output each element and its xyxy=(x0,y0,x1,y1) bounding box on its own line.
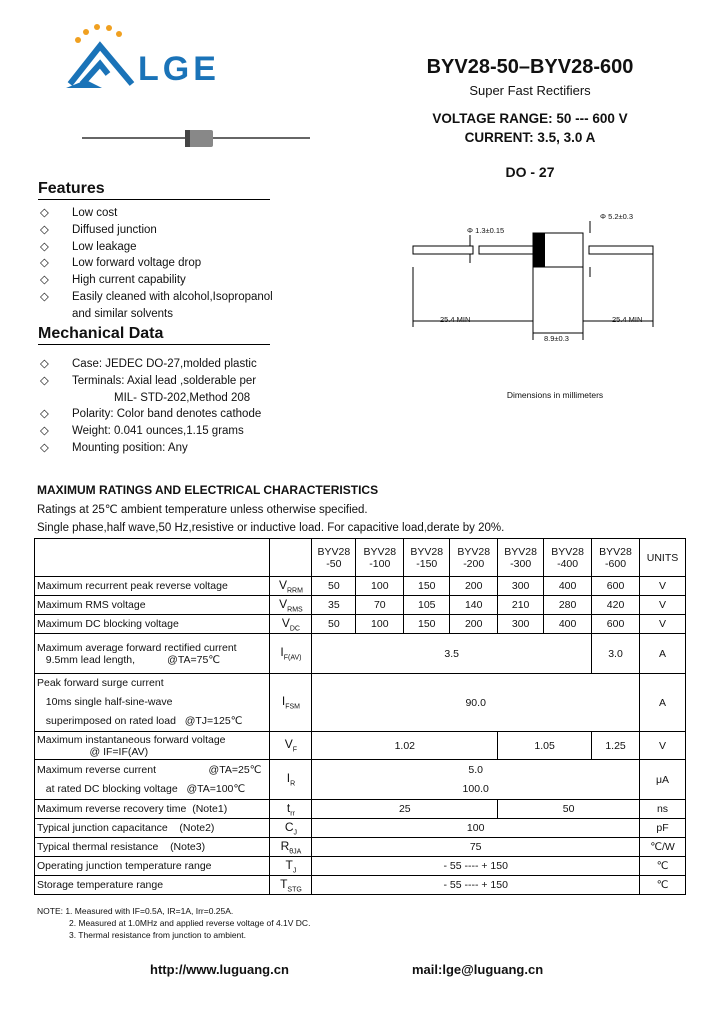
lge-logo xyxy=(62,22,142,94)
dimension-drawing xyxy=(405,205,665,345)
features-list xyxy=(38,205,273,323)
diode-image xyxy=(82,126,312,156)
footer-url[interactable]: http://www.luguang.cn xyxy=(150,962,289,977)
page-subtitle: Super Fast Rectifiers xyxy=(469,83,591,98)
table-row: Maximum recurrent peak reverse voltage $V_{RRM}$ 50 100 150 200 300 400 600 V xyxy=(35,577,686,596)
list-item: ◇ Weight: 0.041 ounces,1.15 grams xyxy=(40,425,244,438)
table-row: Maximum instantaneous forward voltage @ IF=IF(AV) $V_F$ 1.02 1.05 1.25 V xyxy=(35,732,686,760)
note-2: 2. Measured at 1.0MHz and applied reverse voltage of 4.1V DC. xyxy=(69,918,311,928)
note-1: NOTE: 1. Measured with IF=0.5A, IR=1A, Irr=0.25A. xyxy=(37,906,234,916)
table-row: Maximum average forward rectified current 9.5mm lead length, @TA=75℃ $I_{F(AV)}$ 3.5 3.0 A xyxy=(35,634,686,674)
mechanical-list xyxy=(38,356,261,457)
body-diameter-label: Φ 5.2±0.3 xyxy=(600,212,634,221)
list-item: ◇ Easily cleaned with alcohol,Isopropanol xyxy=(40,290,273,303)
ratings-table xyxy=(34,538,686,895)
table-header-row: BYV28 -50 BYV28 -100 BYV28 -150 BYV28 -200 BYV28 -300 BYV28 -400 BYV28 -600 UNITS xyxy=(35,539,686,577)
mechanical-heading: Mechanical Data xyxy=(38,325,270,345)
list-item: MIL- STD-202,Method 208 xyxy=(114,391,251,404)
table-row: Peak forward surge current 10ms single half-sine-wave superimposed on rated load @TJ=125℃ $I_{FSM}$ 90.0 A xyxy=(35,674,686,732)
note-3: 3. Thermal resistance from junction to ambient. xyxy=(69,930,247,940)
notes xyxy=(37,905,310,941)
table-row: Operating junction temperature range $T_J$ - 55 ---- + 150 ℃ xyxy=(35,857,686,876)
voltage-range: VOLTAGE RANGE: 50 --- 600 V xyxy=(432,111,628,126)
page-title: BYV28-50–BYV28-600 xyxy=(426,56,634,78)
dimensions-note: Dimensions in millimeters xyxy=(506,390,604,400)
list-item: ◇ Case: JEDEC DO-27,molded plastic xyxy=(40,358,257,370)
table-row: Storage temperature range $T_{STG}$ - 55 ---- + 150 ℃ xyxy=(35,876,686,895)
current-rating: CURRENT: 3.5, 3.0 A xyxy=(464,130,596,145)
footer-mail[interactable]: mail:lge@luguang.cn xyxy=(412,962,544,977)
list-item: ◇ Mounting position: Any xyxy=(40,441,188,454)
lead-length-left-label: 25.4 MIN xyxy=(440,315,471,324)
sun-rays-icon xyxy=(75,24,122,43)
mountain-icon xyxy=(70,46,132,84)
ratings-note-2: Single phase,half wave,50 Hz,resistive or inductive load. For capacitive load,derate by 20%. xyxy=(37,522,505,534)
list-item: ◇ Low forward voltage drop xyxy=(40,257,202,270)
list-item: ◇ Low leakage xyxy=(40,240,137,253)
table-row: Maximum DC blocking voltage $V_{DC}$ 50 100 150 200 300 400 600 V xyxy=(35,615,686,634)
features-heading: Features xyxy=(38,180,270,200)
brand-name: LGE xyxy=(138,50,220,88)
lead-diameter-label: Φ 1.3±0.15 xyxy=(467,226,505,235)
list-item: ◇ Diffused junction xyxy=(40,223,157,236)
list-item: and similar solvents xyxy=(72,307,173,320)
ratings-note-1: Ratings at 25℃ ambient temperature unless otherwise specified. xyxy=(37,504,368,516)
ratings-heading: MAXIMUM RATINGS AND ELECTRICAL CHARACTERISTICS xyxy=(37,483,379,497)
body-length-label: 8.9±0.3 xyxy=(544,334,569,343)
package-name: DO - 27 xyxy=(505,164,555,180)
list-item: ◇ Low cost xyxy=(40,207,118,219)
table-row: Typical thermal resistance (Note3) $R_{\theta JA}$ 75 ℃/W xyxy=(35,838,686,857)
table-row: Maximum reverse recovery time (Note1) $t_{rr}$ 25 50 ns xyxy=(35,800,686,819)
table-row: Typical junction capacitance (Note2) $C_J$ 100 pF xyxy=(35,819,686,838)
list-item: ◇ High current capability xyxy=(40,274,186,287)
list-item: ◇ Polarity: Color band denotes cathode xyxy=(40,408,262,421)
list-item: ◇ Terminals: Axial lead ,solderable per xyxy=(40,374,257,387)
table-row: Maximum RMS voltage $V_{RMS}$ 35 70 105 140 210 280 420 V xyxy=(35,596,686,615)
table-row: Maximum reverse current @TA=25℃ at rated DC blocking voltage @TA=100℃ $I_R$ 5.0 100.0 μA xyxy=(35,760,686,800)
lead-length-right-label: 25.4 MIN xyxy=(612,315,643,324)
